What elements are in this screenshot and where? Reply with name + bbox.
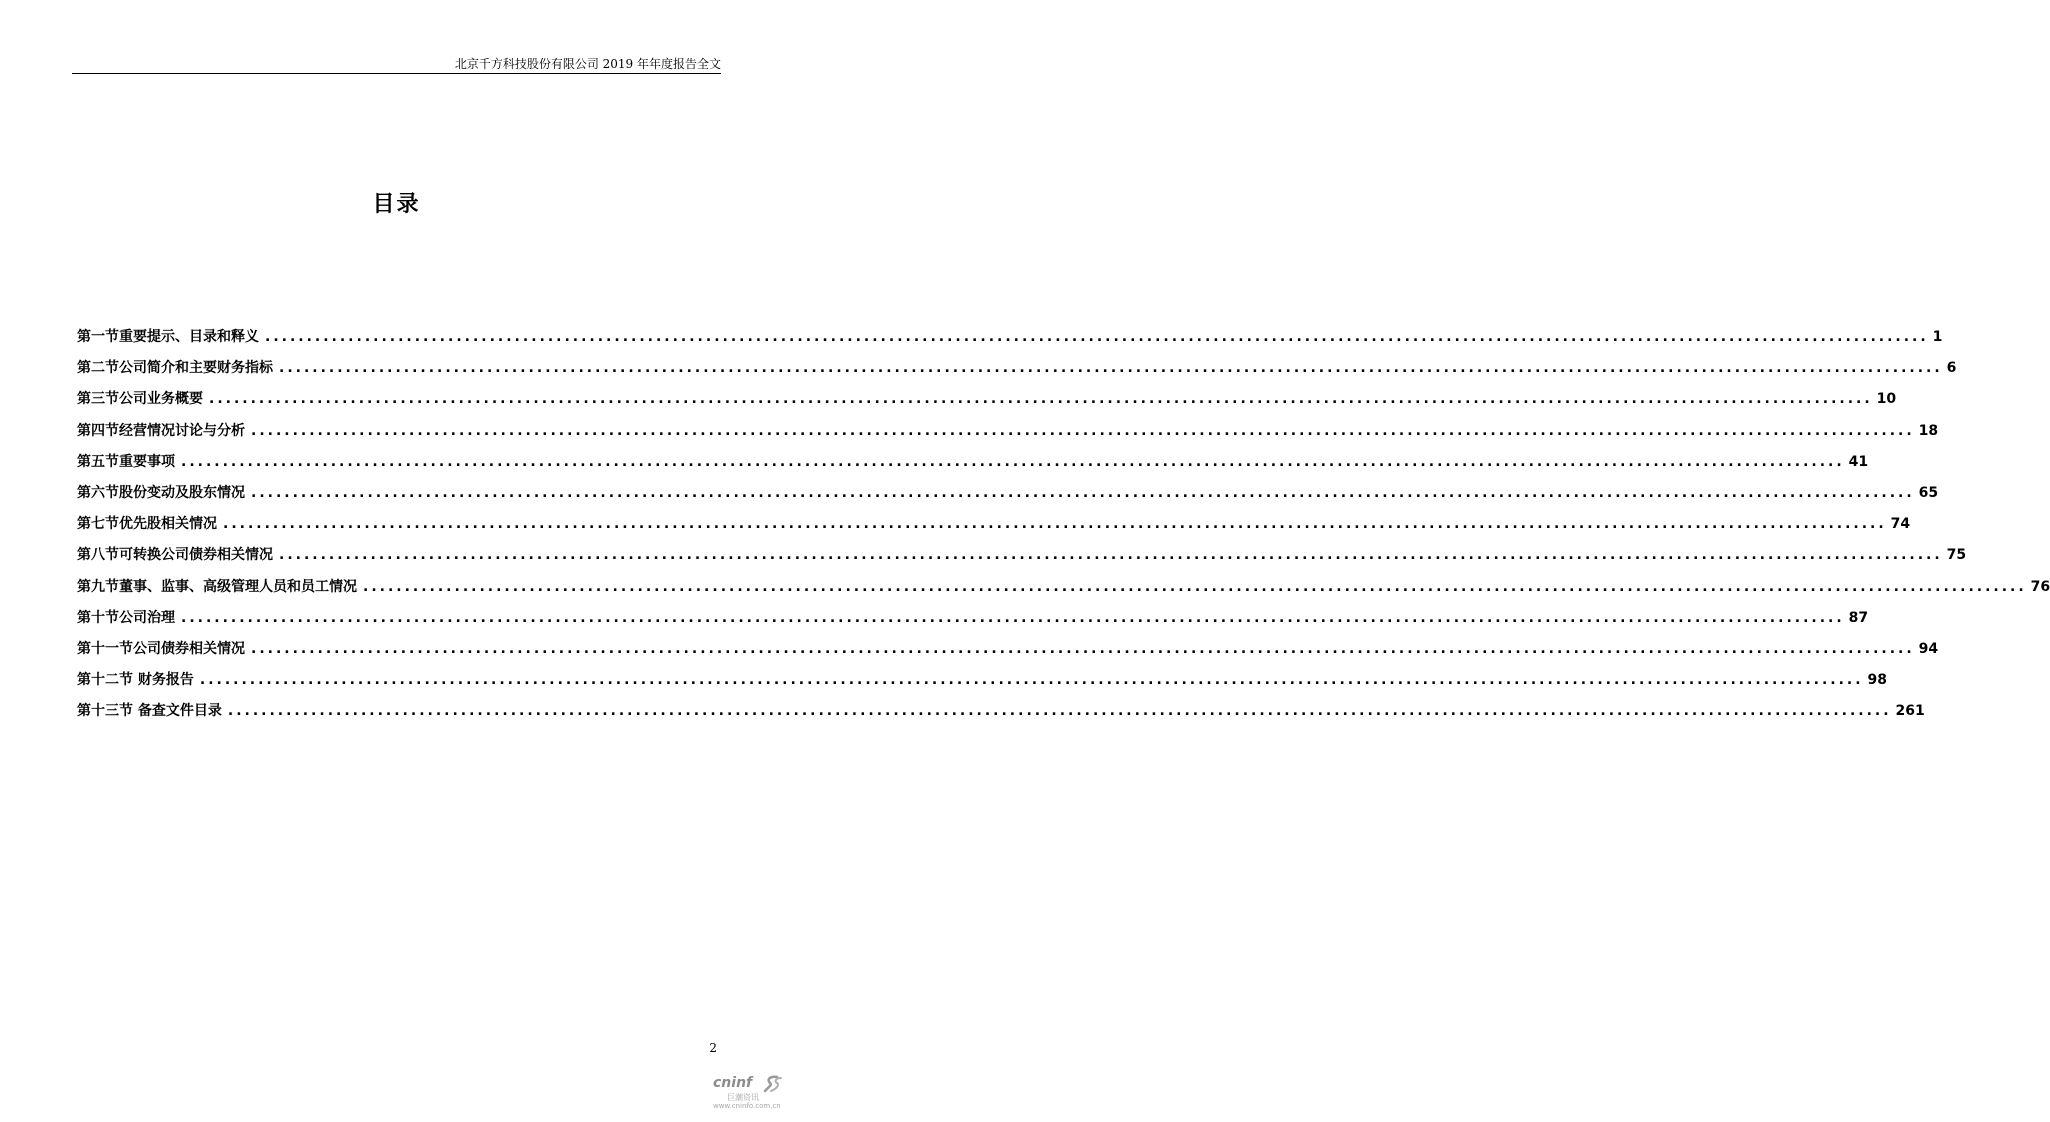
toc-leader-dots: ........................................................................................................................................................................................................ [199,672,1864,689]
toc-entry-page: 98 [1867,672,1888,689]
toc-leader-dots: ........................................................................................................................................................................................................ [279,360,1943,377]
toc-entry[interactable] [77,353,1957,384]
toc-entry[interactable] [77,665,1888,696]
toc-entry[interactable] [77,322,1943,353]
cninfo-watermark [713,1075,783,1115]
toc-entry-label: 第六节股份变动及股东情况 [77,484,245,501]
toc-entry-page: 261 [1895,703,1925,720]
toc-entry[interactable] [77,447,1869,478]
toc-entry-page: 10 [1876,391,1897,408]
toc-entry[interactable] [77,540,1967,571]
toc-entry-label: 第七节优先股相关情况 [77,516,217,533]
toc-entry-page: 65 [1918,484,1939,501]
toc-list [77,322,2050,727]
toc-entry-label: 第二节公司简介和主要财务指标 [77,360,273,377]
toc-entry-label: 第一节重要提示、目录和释义 [77,329,259,345]
toc-entry-label: 第九节董事、监事、高级管理人员和员工情况 [77,578,357,595]
toc-leader-dots: ........................................................................................................................................................................................................ [363,578,2027,595]
toc-entry-label: 第十三节 备查文件目录 [77,703,222,720]
toc-entry-page: 87 [1848,609,1869,626]
toc-title: 目录 [372,192,421,217]
toc-leader-dots: ........................................................................................................................................................................................................ [251,640,1915,657]
watermark-brand: cninf [713,1075,753,1091]
cninfo-logo-icon [763,1075,783,1093]
toc-entry-page: 41 [1848,453,1869,470]
toc-entry-page: 75 [1946,547,1967,564]
toc-leader-dots: ........................................................................................................................................................................................................ [223,516,1887,533]
toc-entry-page: 1 [1932,329,1943,345]
watermark-url: www.cninfo.com.cn [713,1102,781,1110]
toc-entry[interactable] [77,384,1897,415]
toc-entry-page: 18 [1918,422,1939,439]
toc-leader-dots: ........................................................................................................................................................................................................ [209,391,1873,408]
page-number: 2 [709,1041,717,1055]
toc-entry-label: 第三节公司业务概要 [77,391,203,408]
toc-leader-dots: ........................................................................................................................................................................................................ [227,703,1892,720]
toc-entry[interactable] [77,509,1911,540]
toc-entry[interactable] [77,572,2050,603]
document-header-title: 北京千方科技股份有限公司 2019 年年度报告全文 [454,57,721,71]
toc-entry-label: 第十一节公司债券相关情况 [77,640,245,657]
toc-leader-dots: ........................................................................................................................................................................................................ [279,547,1943,564]
toc-entry[interactable] [77,696,1925,727]
toc-entry-page: 94 [1918,640,1939,657]
toc-leader-dots: ........................................................................................................................................................................................................ [251,422,1915,439]
toc-leader-dots: ........................................................................................................................................................................................................ [181,609,1845,626]
toc-entry-page: 76 [2030,578,2050,595]
toc-entry-page: 6 [1946,360,1957,377]
header-divider [72,73,721,74]
toc-leader-dots: ........................................................................................................................................................................................................ [181,453,1845,470]
toc-entry-label: 第十二节 财务报告 [77,672,194,689]
toc-leader-dots: ........................................................................................................................................................................................................ [251,484,1915,501]
toc-leader-dots: ........................................................................................................................................................................................................ [265,329,1929,345]
toc-entry-label: 第八节可转换公司债券相关情况 [77,547,273,564]
toc-entry[interactable] [77,603,1869,634]
toc-entry-page: 74 [1890,516,1911,533]
toc-entry[interactable] [77,478,1939,509]
watermark-brand-cn: 巨潮资讯 [727,1093,759,1102]
toc-entry-label: 第十节公司治理 [77,609,175,626]
toc-entry[interactable] [77,634,1939,665]
toc-entry[interactable] [77,416,1939,447]
toc-entry-label: 第四节经营情况讨论与分析 [77,422,245,439]
toc-entry-label: 第五节重要事项 [77,453,175,470]
